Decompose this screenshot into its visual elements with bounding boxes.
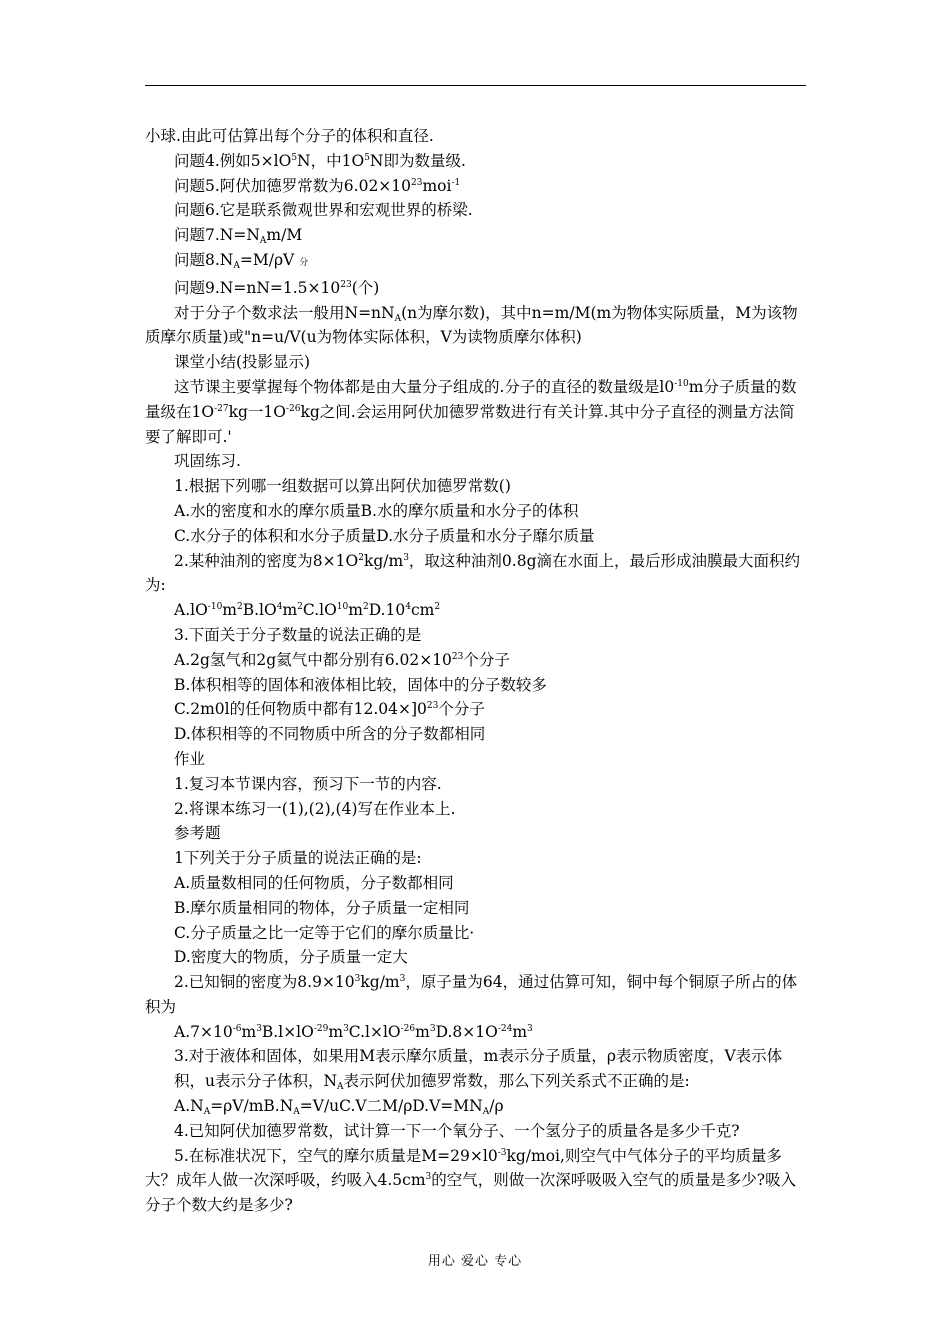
header-rule <box>145 85 806 86</box>
question: 4.已知阿伏加德罗常数，试计算一下一个氧分子、一个氢分子的质量各是多少千克? <box>174 1121 740 1140</box>
section-heading: 巩固练习. <box>174 452 241 471</box>
option-line: C.水分子的体积和水分子质量D.水分子质量和水分子靡尔质量 <box>174 526 595 545</box>
question: 3.对于液体和固体，如果用M表示摩尔质量，m表示分子质量，ρ表示物质密度，V表示体积，u表示分子体积，$N_A$表示阿伏加德罗常数，那么下列关系式不正确的是: <box>174 1047 783 1093</box>
section-heading: 作业 <box>174 749 206 768</box>
question: 2.某种油剂的密度为$8\times 1O^2kg/m^3$，取这种油剂0.8g滴在水面上，最后形成油膜最大面积约为: <box>145 551 800 595</box>
text-paragraph: 这节课主要掌握每个物体都是由大量分子组成的.分子的直径的数量级是$l0^{-10}m$分子质量的数量级在$1O^{-27}kg$一$1O^{-26}kg$之间.会运用阿伏加德罗常数进行有关计算.其中分子直径的测量方法简要了解即可.' <box>145 377 797 446</box>
option-line: A.水的密度和水的摩尔质量B.水的摩尔质量和水分子的体积 <box>174 501 579 520</box>
page-footer: 用心 爱心 专心 <box>427 1254 523 1269</box>
text-line: 问题$9.N=nN=1.5\times 10^{23}$(个) <box>174 278 380 297</box>
option-line: C.2m0l的任何物质中都有$12.04\times]0^{23}$个分子 <box>174 700 485 719</box>
text-line: 问题5.阿伏加德罗常数为$6.02\times 10^{23}moi^{-1}$ <box>174 176 461 195</box>
question: 1.根据下列哪一组数据可以算出阿伏加德罗常数() <box>174 477 511 496</box>
question: 1下列关于分子质量的说法正确的是: <box>174 849 422 868</box>
option-line: B.体积相等的固体和液体相比较，固体中的分子数较多 <box>174 675 547 694</box>
option-line: D.密度大的物质，分子质量一定大 <box>174 948 408 967</box>
question: 2.已知铜的密度为$8.9\times 10^3kg/m^3$，原子量为64，通过估算可知，铜中每个铜原子所占的体积为 <box>145 973 798 1016</box>
text-line: 小球.由此可估算出每个分子的体积和直径. <box>145 127 434 145</box>
document-body <box>145 124 806 1218</box>
text-line: 1.复习本节课内容，预习下一节的内容. <box>174 774 442 793</box>
option-line: A.质量数相同的任何物质，分子数都相同 <box>174 873 454 892</box>
option-line: $A.7\times 10^{-6}m^3B.l\times lO^{-29}m^3C.l\times lO^{-26}m^3D.8\times 1O^{-24}m^3$ <box>174 1022 533 1041</box>
text-line: 问题$7.N=N_Am/M$ <box>174 226 303 247</box>
text-line: 问题6.它是联系微观世界和宏观世界的桥梁. <box>174 201 473 220</box>
text-paragraph: 对于分子个数求法一般用$N=nN_A(n$为摩尔数)，其中n=m/M(m为物体实际质量，M为该物质摩尔质量)或"n=u/V(u为物体实际体积，V为读物质摩尔体积) <box>145 303 798 347</box>
option-line: C.分子质量之比一定等于它们的摩尔质量比· <box>174 923 475 942</box>
text-line: 问题4.例如$5\times lO^5N$，中$1O^5N$即为数量级. <box>174 151 466 170</box>
option-line: A.2g氢气和2g氦气中都分别有$6.02\times 10^{23}$个分子 <box>174 650 510 669</box>
question: 3.下面关于分子数量的说法正确的是 <box>174 625 422 644</box>
option-line: B.摩尔质量相同的物体，分子质量一定相同 <box>174 898 470 917</box>
section-heading: 参考题 <box>174 824 221 843</box>
section-heading: 课堂小结(投影显示) <box>174 353 311 372</box>
option-line: $A.N_A=\rho V/mB.N_A=V/uC.V$二$M/\rho D.V=MN_A/\rho$ <box>174 1097 504 1118</box>
text-line: 2.将课本练习一(1),(2),(4)写在作业本上. <box>174 799 456 818</box>
text-line: 问题$8.N_A=M/\rho V$ 分 <box>174 250 309 271</box>
option-line: D.体积相等的不同物质中所含的分子数都相同 <box>174 725 486 744</box>
option-line: $A.lO^{-10}m^2B.lO^4m^2C.lO^{10}m^2D.10^4cm^2$ <box>174 601 441 620</box>
question: 5.在标准状况下，空气的摩尔质量是$M=29\times l0^{-3}kg$/moi,则空气中气体分子的平均质量多大？成年人做一次深呼吸，约吸入$4.5cm^3$的空气，则做一次深呼吸吸入空气的质量是多少?吸入分子个数大约是多少? <box>145 1146 797 1215</box>
